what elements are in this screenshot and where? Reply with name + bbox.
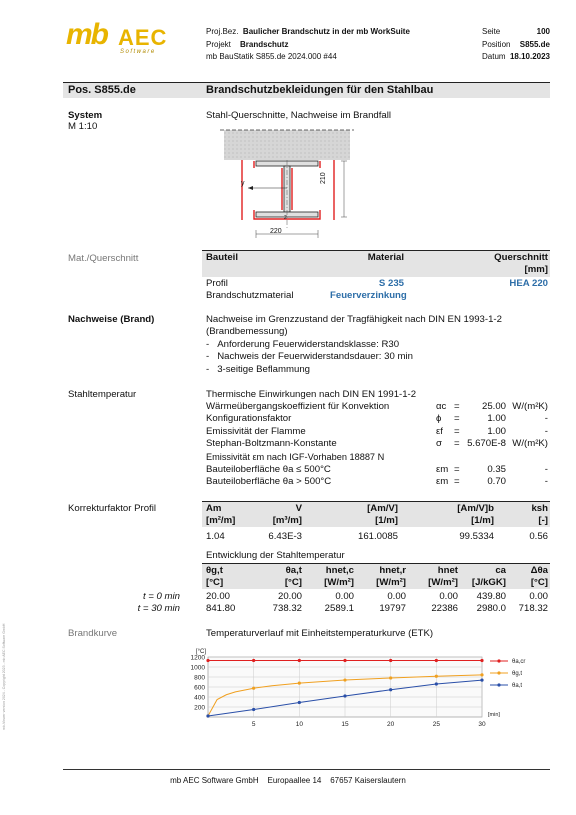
steel-i-beam	[242, 160, 334, 220]
parameter-row: Konfigurationsfaktor ϕ = 1.00 -	[206, 413, 548, 425]
x-tick-label: 15	[341, 721, 349, 728]
table-row: Brandschutzmaterial Feuerverzinkung	[206, 290, 407, 301]
x-tick-label: 30	[478, 721, 486, 728]
korrektur-cell: [1/m]	[471, 515, 494, 526]
korrektur-cell: ksh	[531, 503, 548, 514]
nachweise-label: Nachweise (Brand)	[68, 314, 155, 325]
list-item: - 3-seitige Beflammung	[206, 364, 310, 375]
table-row: Profil S 235 HEA 220	[206, 278, 548, 289]
data-point	[252, 708, 255, 711]
dim-width-label: 220	[270, 228, 282, 235]
temperature-cell: [°C]	[206, 577, 224, 588]
col-material: Material	[367, 252, 404, 263]
header-meta: Seite 100 Position S855.de Datum 18.10.2023	[482, 27, 550, 61]
data-point	[435, 682, 438, 685]
temperature-cell: [W/m²]	[324, 577, 354, 588]
temperature-cell: 738.32	[272, 603, 302, 614]
temperature-cell: [°C]	[530, 577, 548, 588]
korrektur-cell: 0.56	[529, 531, 548, 542]
temperature-cell: 20.00	[277, 591, 302, 602]
nachweise-line1: Nachweise im Grenzzustand der Tragfähigkeit nach DIN EN 1993-1-2	[206, 314, 502, 325]
list-item: - Nachweis der Feuerwiderstandsdauer: 30 min	[206, 351, 413, 362]
x-tick-label: 25	[432, 721, 440, 728]
position-title: Brandschutzbekleidungen für den Stahlbau	[206, 84, 434, 96]
footer-address: mb AEC Software GmbH Europaallee 14 67657 Kaiserslautern	[170, 776, 406, 785]
material-label: Mat./Querschnitt	[68, 253, 139, 264]
x-tick-label: 10	[295, 721, 303, 728]
x-tick-label: 5	[251, 721, 256, 728]
data-point	[389, 659, 392, 662]
temperature-cell: 2589.1	[324, 603, 354, 614]
dim-height-label: 210	[320, 172, 327, 184]
korrektur-cell: Am	[206, 503, 222, 514]
data-point	[298, 659, 301, 662]
temperature-cell: 0.00	[387, 591, 406, 602]
data-point	[435, 675, 438, 678]
data-point	[480, 673, 483, 676]
side-copyright-note: mb-Viewer version 2024 - Copyright 2023 - mb AEC Software GmbH	[2, 623, 6, 730]
data-point	[435, 659, 438, 662]
y-tick-label: 600	[194, 684, 205, 692]
korrektur-cell: V	[295, 503, 302, 514]
time-label: t = 30 min	[137, 603, 180, 614]
legend-label: θa,t	[512, 683, 523, 689]
data-point	[298, 682, 301, 685]
korrektur-cell: [-]	[538, 515, 548, 526]
korrektur-cell: 161.0085	[357, 531, 398, 542]
temperature-cell: 0.00	[529, 591, 548, 602]
temperature-cell: 0.00	[335, 591, 354, 602]
stahltemp-line1: Thermische Einwirkungen nach DIN EN 1991-1-2	[206, 389, 417, 400]
y-tick-label: 800	[194, 674, 205, 682]
korrektur-cell: 99.5334	[459, 531, 494, 542]
temperature-cell: ca	[495, 565, 506, 576]
data-point	[343, 678, 346, 681]
col-bauteil: Bauteil	[206, 252, 238, 263]
time-label: t = 0 min	[142, 591, 180, 602]
system-label: System	[68, 110, 103, 121]
temperature-cell: θa,t	[285, 565, 302, 576]
legend-label: θg,t	[512, 671, 523, 677]
temperature-cell: 718.32	[518, 603, 548, 614]
data-point	[206, 659, 209, 662]
parameter-row: Emissivität der Flamme εf = 1.00 -	[206, 425, 548, 437]
x-tick-label: 20	[387, 721, 395, 728]
data-point	[343, 694, 346, 697]
list-item: - Anforderung Feuerwiderstandsklasse: R30	[206, 339, 400, 350]
axis-y-label: y	[241, 180, 245, 187]
data-point	[252, 659, 255, 662]
korrektur-label: Korrekturfaktor Profil	[68, 503, 156, 514]
y-tick-label: 1000	[190, 664, 205, 672]
data-point	[480, 679, 483, 682]
temperature-cell: Δθa	[530, 565, 548, 576]
temperature-cell: 19797	[379, 603, 406, 614]
system-scale: M 1:10	[68, 121, 98, 132]
korrektur-cell: [m²/m]	[206, 515, 236, 526]
emissivity-line: Emissivität εm nach IGF-Vorhaben 18887 N	[206, 452, 385, 462]
col-querschnitt-unit: [mm]	[524, 264, 548, 275]
temperature-cell: hnet	[437, 565, 458, 576]
brandkurve-label: Brandkurve	[68, 628, 118, 639]
footer-line	[63, 769, 550, 770]
korrektur-cell: [1/m]	[375, 515, 398, 526]
y-tick-label: 1200	[190, 654, 205, 662]
temperature-cell: hnet,c	[325, 565, 354, 576]
x-axis-label: [min]	[488, 712, 500, 718]
header-info: Proj.Bez. Baulicher Brandschutz in der mb WorkSuite Projekt Brandschutz mb BauStatik S855.de 2024.000 #44	[206, 27, 410, 61]
temperature-cell: [W/m²]	[428, 577, 458, 588]
korrektur-cell: [Am/V]b	[457, 503, 494, 514]
data-point	[206, 714, 209, 717]
temperature-cell: [J/kGK]	[471, 577, 506, 588]
data-point	[389, 676, 392, 679]
temperature-cell: 439.80	[476, 591, 506, 602]
nachweise-line2: (Brandbemessung)	[206, 326, 288, 337]
parameter-row: Bauteiloberfläche θa > 500°C εm = 0.70 -	[206, 476, 548, 488]
korrektur-cell: [Am/V]	[367, 503, 398, 514]
y-tick-label: 200	[194, 704, 205, 712]
system-caption: Stahl-Querschnitte, Nachweise im Brandfall	[206, 110, 392, 121]
stahltemp-label: Stahltemperatur	[68, 389, 137, 400]
legend-marker	[497, 659, 500, 662]
temperature-cell: θg,t	[206, 565, 223, 576]
temperature-cell: 20.00	[206, 591, 231, 602]
company-logo: mb AEC Software	[66, 18, 168, 55]
data-point	[298, 701, 301, 704]
brandkurve-title: Temperaturverlauf mit Einheitstemperaturkurve (ETK)	[206, 628, 434, 639]
col-querschnitt: Querschnitt	[494, 252, 548, 263]
data-point	[343, 659, 346, 662]
korrektur-cell: 6.43E-3	[268, 531, 302, 542]
temperature-chart	[180, 645, 550, 735]
data-point	[252, 687, 255, 690]
temperature-cell: 2980.0	[476, 603, 506, 614]
data-point	[480, 659, 483, 662]
parameter-row: Wärmeübergangskoeffizient für Konvektion αc = 25.00 W/(m²K)	[206, 401, 548, 412]
temperature-cell: [W/m²]	[376, 577, 406, 588]
korrektur-cell: 1.04	[206, 531, 225, 542]
entwicklung-title: Entwicklung der Stahltemperatur	[206, 550, 345, 561]
data-point	[389, 688, 392, 691]
temperature-cell: hnet,r	[379, 565, 406, 576]
parameter-row: Bauteiloberfläche θa ≤ 500°C εm = 0.35 -	[206, 464, 548, 475]
temperature-cell: 22386	[431, 603, 458, 614]
legend-marker	[497, 671, 500, 674]
legend-label: θa,cr	[512, 659, 526, 665]
axis-z-label: z	[284, 215, 287, 221]
y-tick-label: 400	[194, 694, 205, 702]
temperature-cell: 0.00	[439, 591, 458, 602]
parameter-row: Stephan-Boltzmann-Konstante σ = 5.670E-8 W/(m²K)	[206, 438, 548, 450]
y-axis-label: [°C]	[195, 649, 206, 655]
temperature-cell: [°C]	[284, 577, 302, 588]
temperature-cell: 841.80	[206, 603, 236, 614]
legend-marker	[497, 683, 500, 686]
korrektur-cell: [m³/m]	[272, 515, 302, 526]
position-id: Pos. S855.de	[68, 84, 136, 96]
